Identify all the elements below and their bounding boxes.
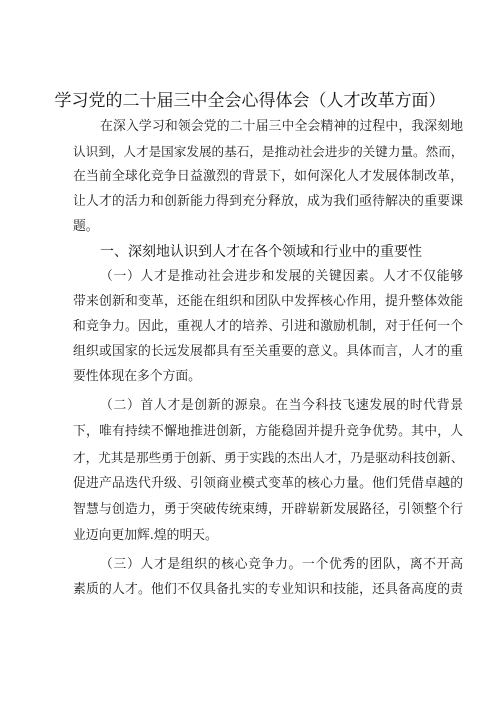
p2-line-4: 促进产品迭代升级、引领商业模式变革的核心力量。他们凭借卓越的 (73, 476, 463, 491)
p1-line-5: 要性体现在多个方面。 (73, 369, 201, 384)
intro-line-3: 在当前全球化竞争日益激烈的背景下，如何深化人才发展体制改革， (73, 169, 463, 184)
p2-line-5: 智慧与创造力，勇于突破传统束缚，开辟崭新发展路径，引领整个行 (73, 502, 463, 517)
p3-line-1: （三）人才是组织的核心竞争力。一个优秀的团队，离不开高 (100, 557, 463, 572)
p2-line-3: 才，尤其是那些勇于创新、勇于实践的杰出人才，乃是驱动科技创新、 (73, 450, 463, 465)
document-title: 学习党的二十届三中全会心得体会（人才改革方面） (54, 91, 446, 111)
intro-line-4: 让人才的活力和创新能力得到充分释放，成为我们亟待解决的重要课 (73, 194, 463, 209)
p2-line-6: 业迈向更加辉.煌的明天。 (73, 528, 218, 543)
section-heading: 一、深刻地认识到人才在各个领域和行业中的重要性 (100, 244, 422, 260)
p1-line-2: 带来创新和变革，还能在组织和团队中发挥核心作用，提升整体效能 (73, 294, 463, 309)
p3-line-2: 素质的人才。他们不仅具备扎实的专业知识和技能，还具备高度的责 (73, 582, 463, 597)
p2-line-2: 下，唯有持续不懈地推进创新，方能稳固并提升竞争优势。其中，人 (73, 424, 463, 439)
intro-line-5: 题。 (73, 219, 99, 234)
p2-line-1: （二）首人才是创新的源泉。在当今科技飞速发展的时代背景 (100, 398, 463, 413)
p1-line-4: 组织或国家的长远发展都具有至关重要的意义。具体而言，人才的重 (73, 344, 463, 359)
intro-line-2: 认识到，人才是国家发展的基石，是推动社会进步的关键力量。然而， (73, 144, 463, 159)
intro-line-1: 在深入学习和领会党的二十届三中全会精神的过程中，我深刻地 (100, 119, 463, 134)
p1-line-1: （一）人才是推动社会进步和发展的关键因素。人才不仅能够 (100, 269, 463, 284)
p1-line-3: 和竞争力。因此，重视人才的培养、引进和激励机制，对于任何一个 (73, 319, 463, 334)
